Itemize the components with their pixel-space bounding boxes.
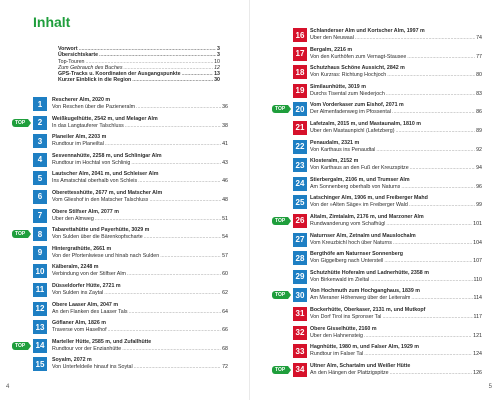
tour-title: Latschinger Alm, 1906 m, und Freiberger Mahd — [310, 195, 428, 202]
tour-subtitle: Der Almenfadenweg im Pfossental — [310, 109, 391, 116]
leader-dots — [393, 240, 472, 247]
tour-entry[interactable] — [0, 134, 250, 153]
tour-subtitle: Verbindung von der Stilfser Alm — [52, 271, 126, 278]
tour-subtitle-row — [310, 109, 482, 116]
tour-number-box: 5 — [33, 171, 47, 185]
toc-row-page: 12 — [214, 64, 220, 71]
tour-page: 96 — [476, 183, 482, 190]
tour-title: Obere Laaser Alm, 2047 m — [52, 301, 119, 308]
page-title: Inhalt — [33, 14, 71, 30]
tour-page: 124 — [473, 351, 482, 358]
tour-title: Similaunhütte, 3019 m — [310, 83, 366, 90]
tour-entry[interactable] — [0, 264, 250, 283]
tour-number-box: 9 — [33, 246, 47, 260]
tour-title: Sesvennahütte, 2258 m, und Schlinigar Alm — [52, 152, 162, 159]
tour-subtitle-row — [52, 346, 228, 353]
tour-subtitle-row — [310, 295, 482, 302]
tour-page: 107 — [473, 258, 482, 265]
tour-page: 38 — [222, 122, 228, 129]
toc-row-label: Übersichtskarte — [58, 52, 99, 59]
tour-number-box: 13 — [33, 320, 47, 334]
tour-subtitle: Rundtour im Planeiltal — [52, 141, 104, 148]
toc-row-page: 10 — [214, 58, 220, 65]
tour-entry[interactable] — [250, 195, 500, 214]
tour-subtitle: Von den Kurthöfen zum Vernagt-Stausee — [310, 53, 407, 60]
tour-subtitle: Rundwanderung vom Schafhügl — [310, 220, 386, 227]
tour-entry[interactable] — [250, 28, 500, 47]
tour-number-box: 26 — [293, 214, 307, 228]
tour-subtitle-row — [52, 216, 228, 223]
tour-subtitle: An den Flanken des Laaser Tals — [52, 308, 128, 315]
toc-row-page: 30 — [214, 77, 220, 84]
tour-page: 68 — [222, 345, 228, 352]
tour-subtitle: Am Meraner Höhenweg über der Leiteralm — [310, 295, 411, 302]
tour-entry[interactable] — [250, 363, 500, 382]
tour-title: Stierbergalm, 2106 m, und Trumser Alm — [310, 176, 410, 183]
tour-number-box: 2 — [33, 116, 47, 130]
leader-dots — [129, 309, 222, 316]
tour-subtitle-row — [52, 271, 228, 278]
tour-subtitle-row — [52, 327, 228, 334]
tour-page: 121 — [473, 332, 482, 339]
toc-row-label: Kurzer Einblick in die Region — [58, 77, 132, 84]
leader-dots — [387, 72, 475, 79]
tour-subtitle-row — [310, 221, 482, 228]
leader-dots — [127, 271, 221, 278]
tour-title: Bergalm, 2216 m — [310, 46, 353, 53]
leader-dots — [386, 221, 472, 228]
tour-entry[interactable] — [250, 251, 500, 270]
tour-number-box: 3 — [33, 134, 47, 148]
tour-page: 36 — [222, 104, 228, 110]
toc-row[interactable] — [58, 77, 220, 83]
leader-dots — [134, 364, 221, 371]
leader-dots — [386, 91, 475, 98]
tour-entry[interactable] — [0, 302, 250, 321]
tour-page: 41 — [222, 141, 228, 148]
tour-title: Bockerhütte, Oberkaser, 2131 m, und Mutkopf — [310, 306, 426, 313]
tour-subtitle: Rundtour im Hochtal von Schlinig — [52, 159, 131, 166]
right-page — [250, 0, 500, 400]
leader-dots — [390, 370, 473, 377]
toc-row-label: Vorwort — [58, 46, 78, 52]
tour-page: 54 — [222, 234, 228, 241]
leader-dots — [392, 109, 475, 116]
tour-number-box: 8 — [33, 227, 47, 241]
leader-dots — [131, 160, 221, 167]
tour-subtitle-row — [310, 165, 482, 172]
tour-title: Schlanderser Alm und Kortscher Alm, 1997 m — [310, 28, 425, 34]
tour-entry[interactable] — [0, 246, 250, 265]
tour-entry[interactable] — [250, 307, 500, 326]
leader-dots — [95, 216, 221, 223]
tour-page: 43 — [222, 159, 228, 166]
tour-page: 64 — [222, 308, 228, 315]
tour-entry[interactable] — [250, 344, 500, 363]
left-entry-list — [0, 97, 250, 376]
tour-title: Schutzhaus Schöne Aussicht, 2842 m — [310, 65, 405, 72]
tour-number-box: 18 — [293, 65, 307, 79]
tour-page: 92 — [476, 146, 482, 153]
tour-title: Lafetzalm, 2015 m, und Mastaunalm, 1810 m — [310, 120, 421, 127]
tour-subtitle-row — [52, 197, 228, 204]
tour-subtitle: Vom Glieshof in den Matscher Talschluss — [52, 196, 149, 203]
tour-page: 99 — [476, 202, 482, 209]
tour-entry[interactable] — [0, 116, 250, 135]
tour-subtitle: An den Hängen der Plattzigspitze — [310, 369, 389, 376]
tour-title: Obere Stilfser Alm, 2077 m — [52, 208, 119, 215]
tour-subtitle-row — [310, 258, 482, 265]
tour-subtitle-row — [310, 128, 482, 135]
tour-page: 60 — [222, 271, 228, 278]
tour-entry[interactable] — [0, 153, 250, 172]
tour-entry[interactable] — [0, 227, 250, 246]
tour-subtitle-row — [310, 54, 482, 61]
top-tour-badge: TOP — [12, 342, 28, 350]
tour-page: 94 — [476, 165, 482, 172]
top-tour-badge: TOP — [272, 105, 288, 113]
leader-dots — [396, 128, 476, 135]
toc-row-label: Zum Gebrauch des Buches — [58, 64, 123, 71]
tour-title: Marteller Hütte, 2585 m, und Zufallhütte — [52, 338, 152, 345]
tour-page: 66 — [222, 327, 228, 334]
tour-subtitle: Von Giggelberg nach Unterstell — [310, 258, 384, 265]
tour-number-box: 30 — [293, 288, 307, 302]
tour-page: 101 — [473, 220, 482, 227]
leader-dots — [160, 253, 221, 260]
leader-dots — [364, 351, 472, 358]
leader-dots — [104, 290, 221, 297]
tour-page: 110 — [473, 276, 482, 283]
leader-dots — [382, 314, 472, 321]
leader-dots — [144, 234, 221, 241]
tour-page: 48 — [222, 196, 228, 203]
tour-number-box: 16 — [293, 28, 307, 42]
tour-subtitle: Über den Almweg — [52, 215, 94, 222]
tour-title: Ultner Alm, Schartalm und Weißer Hütte — [310, 362, 411, 369]
leader-dots — [407, 54, 475, 61]
toc-row-page: 13 — [214, 71, 220, 78]
tour-entry[interactable] — [0, 339, 250, 358]
leader-dots — [136, 104, 221, 111]
tour-subtitle-row — [310, 147, 482, 154]
tour-entry[interactable] — [250, 47, 500, 66]
tour-number-box: 14 — [33, 339, 47, 353]
tour-number-box: 31 — [293, 307, 307, 321]
tour-page: 114 — [473, 295, 482, 302]
tour-number-box: 7 — [33, 209, 47, 223]
tour-subtitle-row — [310, 72, 482, 79]
leader-dots — [410, 165, 475, 172]
tour-page: 51 — [222, 215, 228, 222]
tour-page: 46 — [222, 178, 228, 185]
leader-dots — [108, 327, 222, 334]
right-entry-list — [250, 28, 500, 381]
tour-title: Planeiler Alm, 2203 m — [52, 134, 107, 141]
tour-subtitle: Von Karthaus an den Fuß der Kreuzspitze — [310, 165, 409, 172]
tour-title: Rescherer Alm, 2020 m — [52, 97, 111, 103]
tour-title: Von Hochmuth zum Hochganghaus, 1839 m — [310, 288, 420, 295]
leader-dots — [364, 333, 472, 340]
tour-number-box: 28 — [293, 251, 307, 265]
tour-number-box: 4 — [33, 153, 47, 167]
toc-row-label: Top-Touren — [58, 58, 85, 65]
tour-entry[interactable] — [0, 171, 250, 190]
tour-title: Obere Gisselhütte, 2160 m — [310, 325, 377, 332]
toc-row-label: GPS-Tracks u. Koordinaten der Ausgangspunkte — [58, 71, 181, 78]
tour-title: Penaudalm, 2321 m — [310, 139, 360, 146]
tour-entry[interactable] — [250, 65, 500, 84]
top-tour-badge: TOP — [272, 366, 288, 374]
tour-subtitle-row — [310, 91, 482, 98]
tour-title: Bergthöfe am Naturnser Sonnenberg — [310, 251, 404, 258]
tour-entry[interactable] — [250, 214, 500, 233]
tour-number-box: 17 — [293, 47, 307, 61]
tour-subtitle: Von Sulden über die Bärenkopfscharte — [52, 234, 143, 241]
tour-subtitle: Von der »Alten Säge« im Freiberger Wald — [310, 202, 408, 209]
tour-page: 74 — [476, 35, 482, 41]
leader-dots — [149, 197, 221, 204]
tour-subtitle: Rundtour im Falser Tal — [310, 351, 364, 358]
tour-title: Vom Vorderkaser zum Eishof, 2071 m — [310, 102, 404, 109]
tour-subtitle: Über den Hahnensteig — [310, 332, 364, 339]
leader-dots — [401, 184, 475, 191]
tour-subtitle-row — [52, 104, 228, 111]
tour-title: Schutzhütte Hoferalm und Ladnerhütte, 2358 m — [310, 269, 429, 276]
tour-subtitle-row — [310, 35, 482, 42]
tour-number-box: 6 — [33, 190, 47, 204]
tour-entry[interactable] — [250, 84, 500, 103]
tour-subtitle: Von Reschen über die Pazieneralm — [52, 104, 136, 110]
tour-page: 80 — [476, 72, 482, 79]
tour-entry[interactable] — [250, 233, 500, 252]
tour-title: Naturnser Alm, Zetnalm und Mauslochalm — [310, 232, 416, 239]
tour-subtitle: Von der Pfortenlwiese und hinab nach Sulden — [52, 252, 160, 259]
tour-number-box: 20 — [293, 102, 307, 116]
tour-subtitle-row — [310, 333, 482, 340]
tour-entry[interactable] — [0, 283, 250, 302]
tour-subtitle: Rundtour vor der Enzianhütte — [52, 345, 122, 352]
tour-entry[interactable] — [250, 158, 500, 177]
tour-entry[interactable] — [250, 177, 500, 196]
tour-subtitle: Von Unterfeldeile hinauf ins Soytal — [52, 364, 133, 371]
tour-subtitle: Von Kurzras: Richtung Hochjoch — [310, 72, 387, 79]
tour-subtitle-row — [52, 178, 228, 185]
leader-dots — [376, 147, 475, 154]
tour-number-box: 24 — [293, 177, 307, 191]
leader-dots — [411, 295, 472, 302]
tour-page: 89 — [476, 127, 482, 134]
tour-entry[interactable] — [0, 357, 250, 376]
tour-number-box: 33 — [293, 344, 307, 358]
tour-page: 86 — [476, 109, 482, 116]
tour-subtitle: Von Birkenwald im Zieltal — [310, 276, 370, 283]
front-matter-list — [58, 46, 220, 84]
leader-dots — [122, 346, 221, 353]
top-tour-badge: TOP — [12, 230, 28, 238]
tour-title: Lautscher Alm, 2041 m, und Schleiser Alm — [52, 171, 159, 178]
tour-number-box: 21 — [293, 121, 307, 135]
tour-subtitle: Von Sulden ins Zaytal — [52, 289, 104, 296]
top-tour-badge: TOP — [272, 291, 288, 299]
tour-entry[interactable] — [0, 190, 250, 209]
tour-subtitle-row — [310, 277, 482, 284]
tour-page: 62 — [222, 289, 228, 296]
tour-entry[interactable] — [250, 270, 500, 289]
leader-dots — [105, 141, 221, 148]
page-number-left: 4 — [6, 384, 10, 390]
toc-row-page: 3 — [217, 52, 220, 59]
leader-dots — [132, 77, 213, 83]
tour-number-box: 11 — [33, 283, 47, 297]
tour-title: Hagnhütte, 1980 m, und Falser Alm, 1929 m — [310, 344, 420, 351]
tour-entry[interactable] — [0, 320, 250, 339]
tour-subtitle-row — [52, 309, 228, 316]
tour-number-box: 23 — [293, 158, 307, 172]
tour-number-box: 22 — [293, 140, 307, 154]
tour-subtitle: Traverse vom Haselhof — [52, 327, 107, 334]
top-tour-badge: TOP — [272, 217, 288, 225]
tour-subtitle: Vom Kreuzbichl hoch über Naturns — [310, 239, 392, 246]
tour-title: Göflaner Alm, 1826 m — [52, 320, 106, 327]
tour-number-box: 1 — [33, 97, 47, 111]
leader-dots — [370, 277, 472, 284]
tour-subtitle-row — [310, 240, 482, 247]
tour-subtitle-row — [52, 160, 228, 167]
leader-dots — [409, 202, 475, 209]
tour-entry[interactable] — [250, 102, 500, 121]
tour-subtitle-row — [310, 314, 482, 321]
tour-subtitle-row — [52, 364, 228, 371]
tour-subtitle-row — [52, 123, 228, 130]
tour-subtitle: Ins Amatschtal oberhalb von Schleis — [52, 178, 138, 185]
tour-title: Hintergrathütte, 2661 m — [52, 245, 112, 252]
toc-row-page: 3 — [217, 46, 220, 52]
tour-number-box: 27 — [293, 233, 307, 247]
tour-page: 77 — [476, 53, 482, 60]
tour-subtitle: Am Sonnenberg oberhalb von Naturns — [310, 183, 401, 190]
tour-page: 72 — [222, 364, 228, 371]
tour-title: Tabarettahütte und Payerhütte, 3029 m — [52, 227, 150, 234]
tour-page: 83 — [476, 90, 482, 97]
tour-subtitle-row — [310, 351, 482, 358]
tour-subtitle-row — [52, 234, 228, 241]
tour-title: Kälberalm, 2248 m — [52, 264, 99, 271]
tour-number-box: 15 — [33, 357, 47, 371]
tour-number-box: 10 — [33, 264, 47, 278]
tour-entry[interactable] — [0, 97, 250, 116]
tour-subtitle: Von Dorf Tirol ins Spronser Tal — [310, 313, 382, 320]
tour-title: Düsseldorfer Hütte, 2721 m — [52, 282, 121, 289]
tour-subtitle-row — [52, 141, 228, 148]
tour-entry[interactable] — [250, 121, 500, 140]
tour-subtitle-row — [310, 184, 482, 191]
top-tour-badge: TOP — [12, 119, 28, 127]
leader-dots — [125, 123, 221, 130]
page-number-right: 5 — [488, 384, 492, 390]
tour-entry[interactable] — [250, 326, 500, 345]
tour-entry[interactable] — [250, 140, 500, 159]
tour-subtitle-row — [310, 202, 482, 209]
tour-title: Altalm, Zimtalalm, 2176 m, und Marzoner Alm — [310, 213, 424, 220]
tour-entry[interactable] — [0, 209, 250, 228]
tour-subtitle: Von Karthaus ins Penaudtal — [310, 146, 376, 153]
tour-title: Klosteralm, 2152 m — [310, 158, 359, 165]
leader-dots — [384, 258, 472, 265]
tour-subtitle: In das Langtauferer Talschluss — [52, 122, 124, 129]
tour-number-box: 19 — [293, 84, 307, 98]
tour-title: Soyalm, 2072 m — [52, 357, 92, 364]
tour-page: 117 — [473, 313, 482, 320]
tour-subtitle-row — [310, 370, 482, 377]
tour-subtitle: Durchs Tisental zum Niederjoch — [310, 90, 385, 97]
tour-number-box: 29 — [293, 270, 307, 284]
tour-number-box: 32 — [293, 326, 307, 340]
tour-subtitle: Über den Neuwaal — [310, 35, 354, 41]
tour-title: Weißkugelhütte, 2542 m, und Melager Alm — [52, 115, 158, 122]
tour-subtitle: Über den Mastaunpichl (Lafetzberg) — [310, 127, 395, 134]
tour-page: 126 — [473, 369, 482, 376]
leader-dots — [355, 35, 475, 42]
tour-page: 104 — [473, 239, 482, 246]
tour-number-box: 34 — [293, 363, 307, 377]
tour-title: Oberettesshütte, 2677 m, und Matscher Alm — [52, 189, 163, 196]
tour-number-box: 12 — [33, 302, 47, 316]
tour-entry[interactable] — [250, 288, 500, 307]
tour-subtitle-row — [52, 253, 228, 260]
tour-number-box: 25 — [293, 195, 307, 209]
leader-dots — [138, 178, 221, 185]
tour-subtitle-row — [52, 290, 228, 297]
tour-page: 57 — [222, 252, 228, 259]
